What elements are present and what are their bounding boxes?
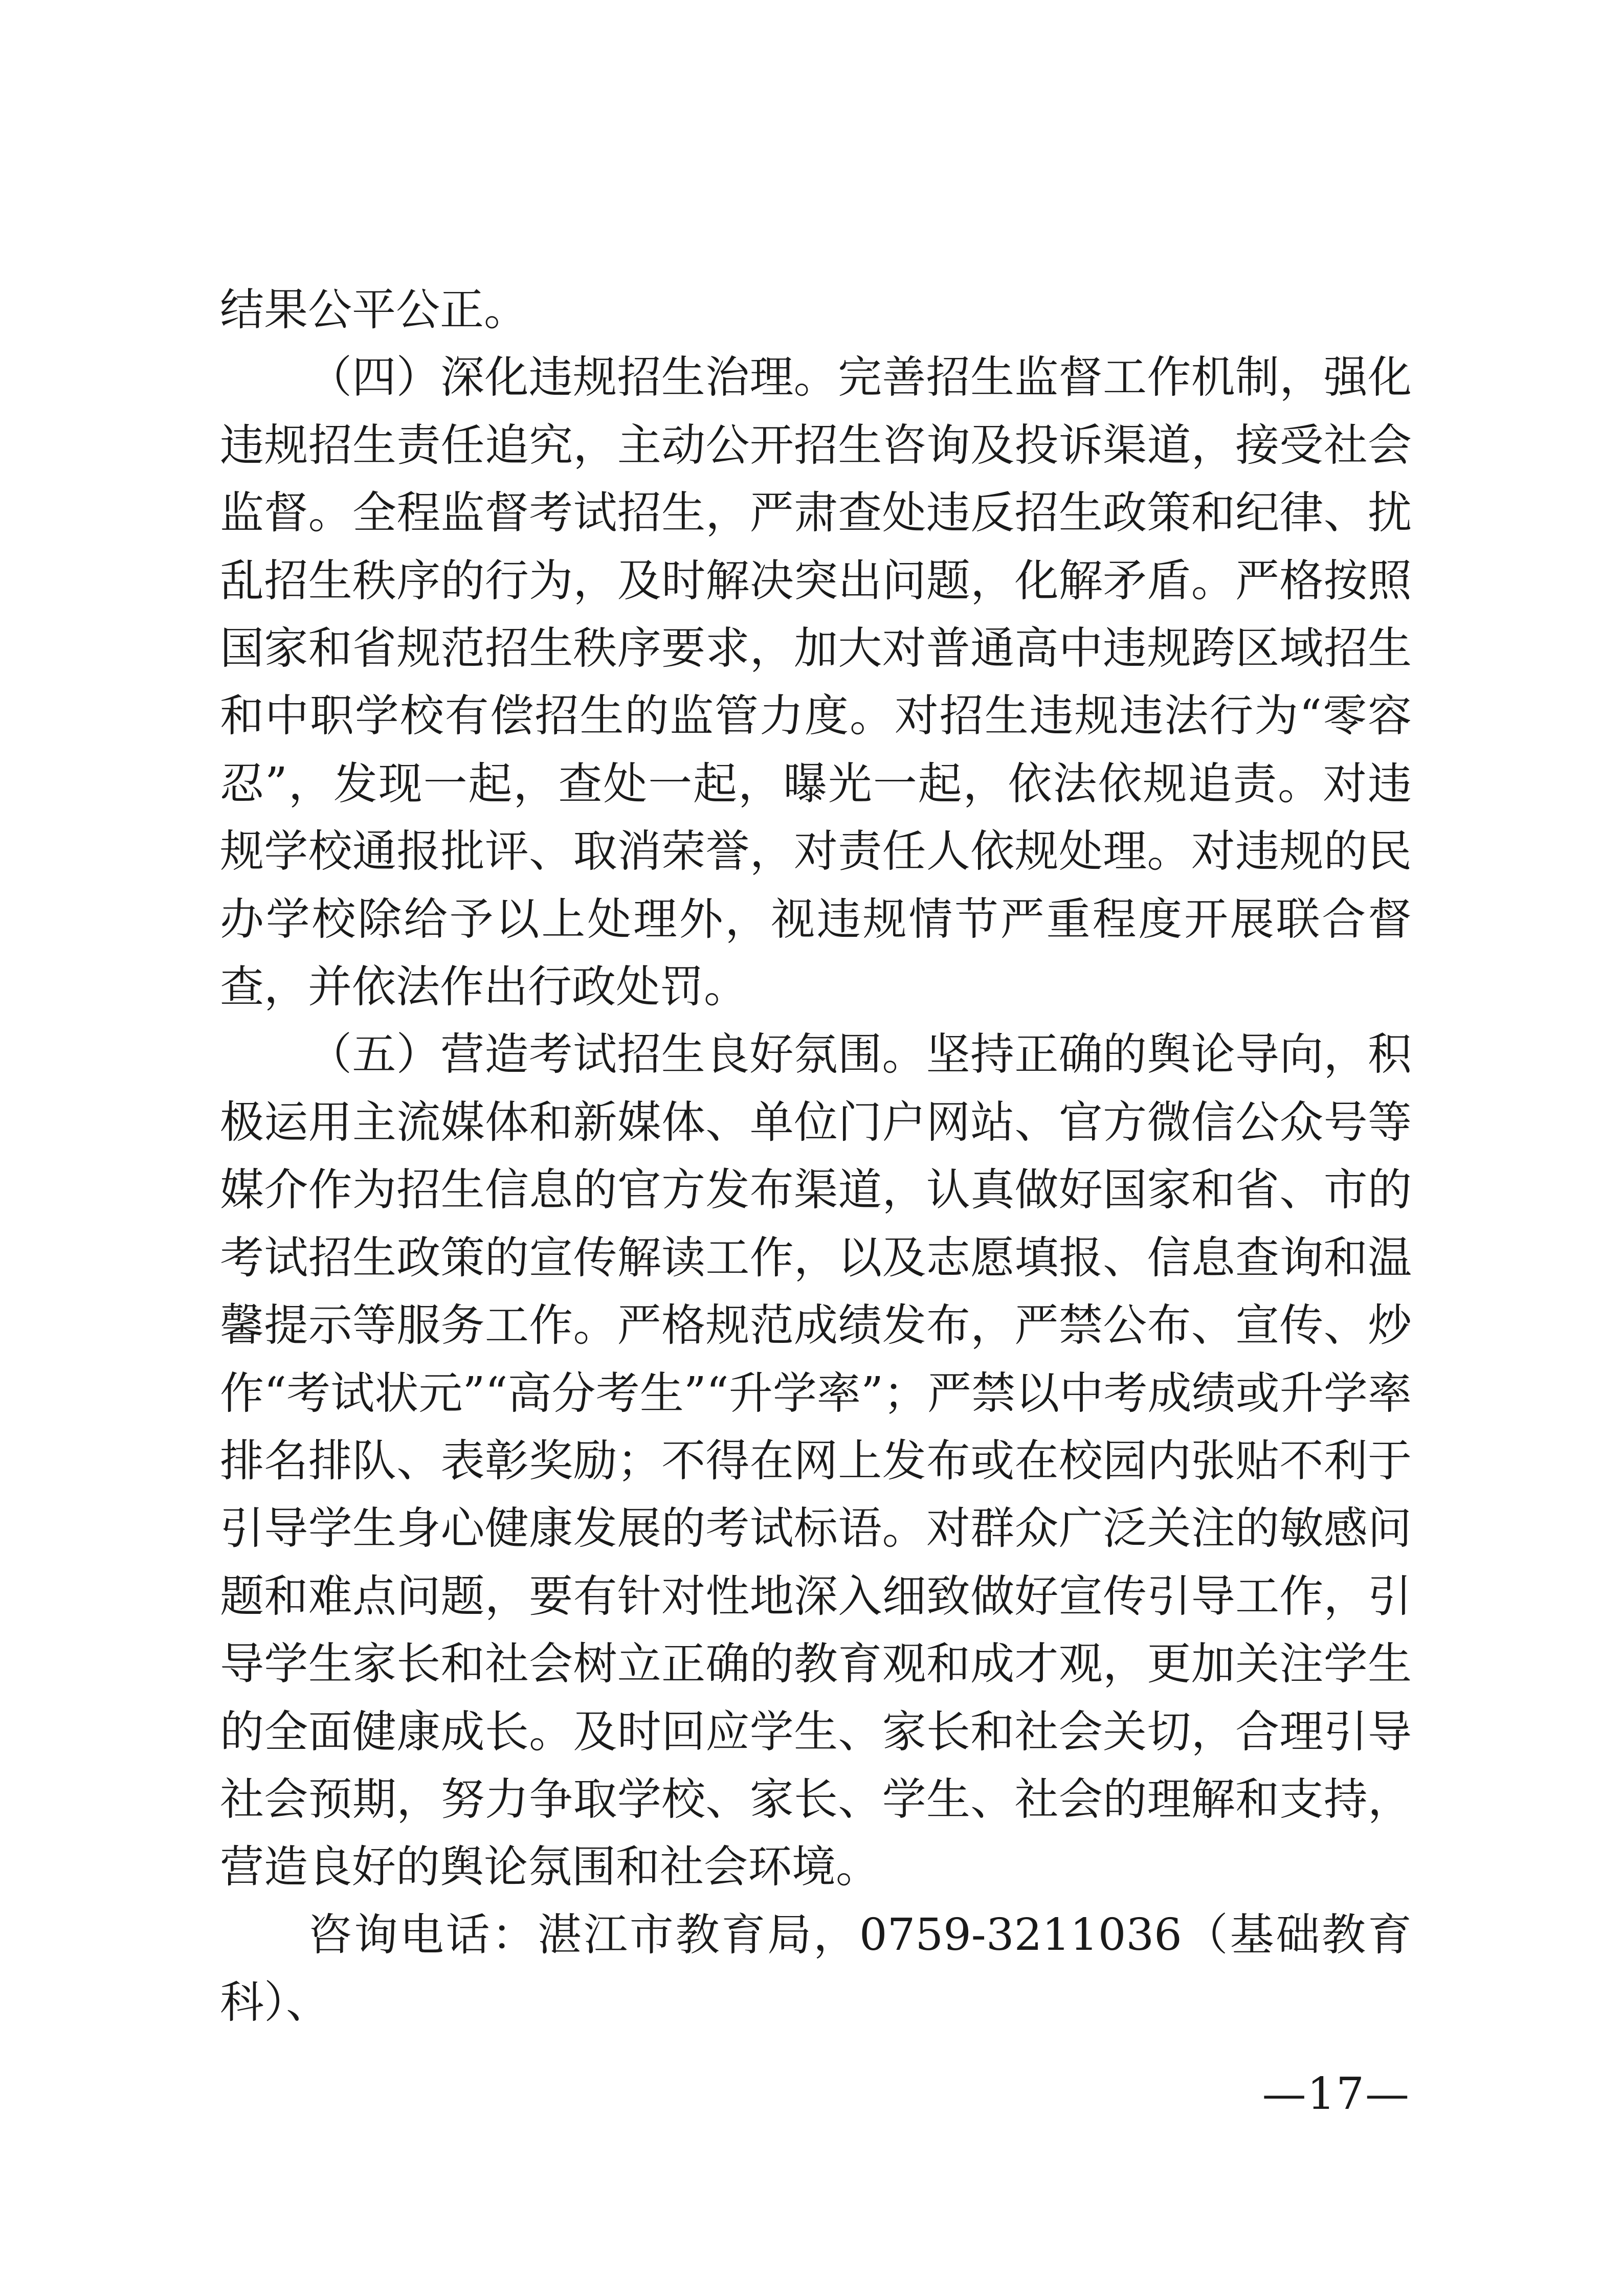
paragraph-contact-phone: 咨询电话：湛江市教育局，0759-3211036（基础教育科）、	[220, 1909, 1412, 2029]
body-text	[220, 276, 1412, 2037]
paragraph-section-five: （五）营造考试招生良好氛围。坚持正确的舆论导向，积极运用主流媒体和新媒体、单位门户网站、官方微信公众号等媒介作为招生信息的官方发布渠道，认真做好国家和省、市的考试招生政策的宣传解读工作，以及志愿填报、信息查询和温馨提示等服务工作。严格规范成绩发布，严禁公布、宣传、炒作“考试状元”“高分考生”“升学率”；严禁以中考成绩或升学率排名排队、表彰奖励；不得在网上发布或在校园内张贴不利于引导学生身心健康发展的考试标语。对群众广泛关注的敏感问题和难点问题，要有针对性地深入细致做好宣传引导工作，引导学生家长和社会树立正确的教育观和成才观，更加关注学生的全面健康成长。及时回应学生、家长和社会关切，合理引导社会预期，努力争取学校、家长、学生、社会的理解和支持，营造良好的舆论氛围和社会环境。	[220, 1029, 1412, 1893]
page-number: —17—	[1262, 2068, 1410, 2120]
paragraph-continuation: 结果公平公正。	[220, 284, 528, 335]
paragraph-section-four: （四）深化违规招生治理。完善招生监督工作机制，强化违规招生责任追究，主动公开招生咨询及投诉渠道，接受社会监督。全程监督考试招生，严肃查处违反招生政策和纪律、扰乱招生秩序的行为，及时解决突出问题，化解矛盾。严格按照国家和省规范招生秩序要求，加大对普通高中违规跨区域招生和中职学校有偿招生的监管力度。对招生违规违法行为“零容忍”，发现一起，查处一起，曝光一起，依法依规追责。对违规学校通报批评、取消荣誉，对责任人依规处理。对违规的民办学校除给予以上处理外，视违规情节严重程度开展联合督查，并依法作出行政处罚。	[220, 352, 1412, 1013]
